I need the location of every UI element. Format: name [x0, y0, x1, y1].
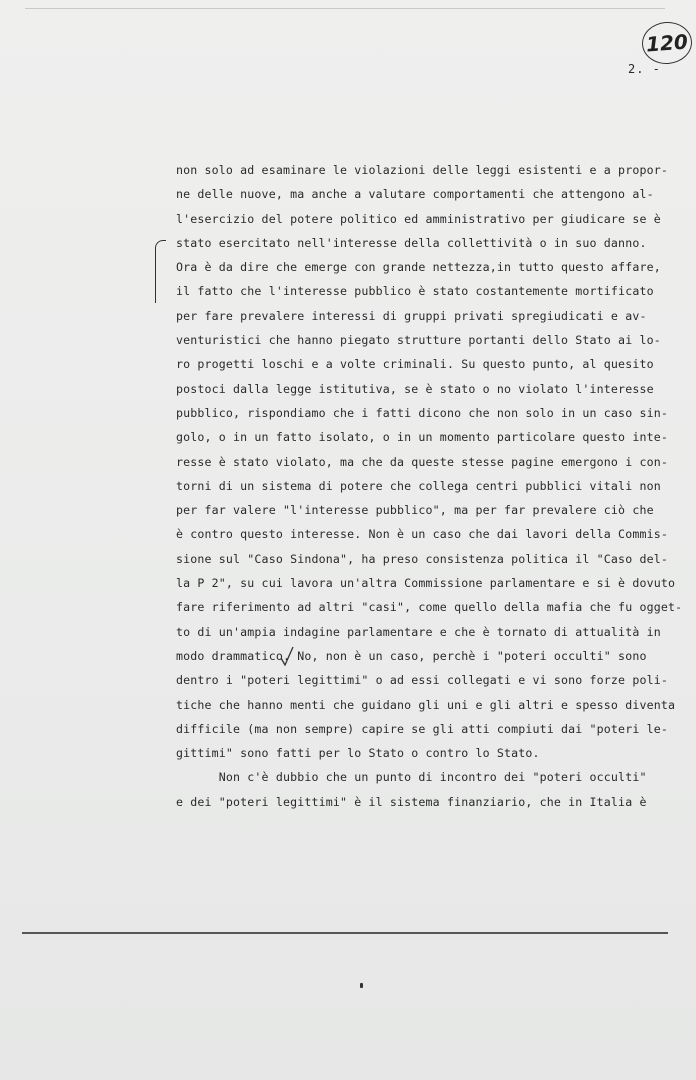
text-line: torni di un sistema di potere che collega centri pubblici vitali non: [176, 478, 661, 493]
text-line: l'esercizio del potere politico ed amministrativo per giudicare se è: [176, 211, 661, 226]
body-text: [176, 158, 683, 814]
text-line: golo, o in un fatto isolato, o in un momento particolare questo inte-: [176, 430, 668, 445]
margin-bracket-mark: [155, 240, 166, 303]
bottom-divider-line: [22, 932, 668, 934]
text-line: postoci dalla legge istitutiva, se è stato o no violato l'interesse: [176, 381, 654, 396]
text-line: gittimi" sono fatti per lo Stato o contro lo Stato.: [176, 746, 540, 761]
text-line: resse è stato violato, ma che da queste stesse pagine emergono i con-: [176, 454, 668, 469]
text-line: ro progetti loschi e a volte criminali. Su questo punto, al quesito: [176, 357, 654, 372]
text-line: ne delle nuove, ma anche a valutare comportamenti che attengono al-: [176, 187, 654, 202]
text-line: la P 2", su cui lavora un'altra Commissione parlamentare e si è dovuto: [176, 576, 676, 591]
text-line: dentro i "poteri legittimi" o ad essi collegati e vi sono forze poli-: [176, 673, 668, 688]
text-line: per fare prevalere interessi di gruppi privati spregiudicati e av-: [176, 308, 647, 323]
stamp-number: 120: [645, 29, 689, 57]
text-line: il fatto che l'interesse pubblico è stato costantemente mortificato: [176, 284, 654, 299]
text-line: è contro questo interesse. Non è un caso che dai lavori della Commis-: [176, 527, 668, 542]
text-line: difficile (ma non sempre) capire se gli atti compiuti dai "poteri le-: [176, 721, 668, 736]
text-line: tiche che hanno menti che guidano gli uni e gli altri e spesso diventa: [176, 697, 676, 712]
checkmark-annotation-icon: [280, 646, 294, 666]
text-line: non solo ad esaminare le violazioni delle leggi esistenti e a propor-: [176, 163, 668, 177]
text-line: venturistici che hanno piegato strutture portanti dello Stato ai lo-: [176, 333, 661, 348]
ink-dot-mark: [360, 983, 363, 988]
text-line: fare riferimento ad altri "casi", come quello della mafia che fu ogget-: [176, 600, 683, 615]
text-line: sione sul "Caso Sindona", ha preso consistenza politica il "Caso del-: [176, 551, 668, 566]
text-line: Non c'è dubbio che un punto di incontro dei "poteri occulti": [176, 770, 647, 785]
text-line: to di un'ampia indagine parlamentare e che è tornato di attualità in: [176, 624, 661, 639]
text-line: modo drammatico. No, non è un caso, perchè i "poteri occulti" sono: [176, 648, 647, 663]
top-edge-line: [25, 8, 665, 9]
text-line: Ora è da dire che emerge con grande nettezza,in tutto questo affare,: [176, 260, 661, 275]
text-line: stato esercitato nell'interesse della collettività o in suo danno.: [176, 235, 647, 250]
page-number: 2. -: [628, 62, 661, 76]
text-line: e dei "poteri legittimi" è il sistema finanziario, che in Italia è: [176, 794, 647, 809]
text-line: per far valere "l'interesse pubblico", ma per far prevalere ciò che: [176, 503, 654, 518]
archive-page-stamp: [641, 20, 694, 65]
text-line: pubblico, rispondiamo che i fatti dicono che non solo in un caso sin-: [176, 405, 668, 420]
